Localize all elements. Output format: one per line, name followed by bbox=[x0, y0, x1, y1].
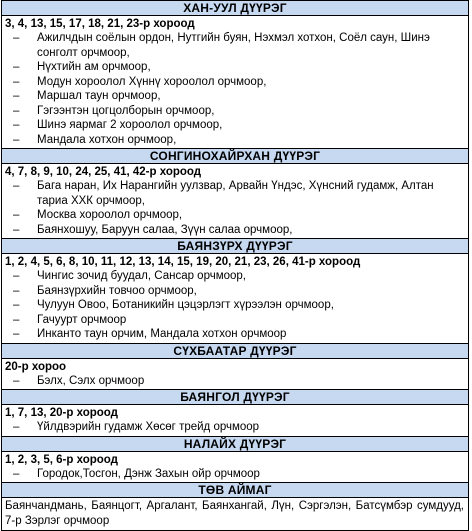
location-item: – Инканто таун орчим, Мандала хотхон орчмоор bbox=[5, 327, 464, 342]
location-item: – Городок,Тосгон, Дэнж Захын ойр орчмоор bbox=[5, 467, 464, 482]
aimag-sum-list: Баянчандмань, Баянцогт, Аргалант, Баянхангай, Лүн, Сэргэлэн, Батсүмбэр сумдууд, 7-р Зэрлэг орчмоор bbox=[5, 500, 464, 527]
aimag-header-row bbox=[2, 483, 469, 498]
district-header-row bbox=[2, 239, 469, 254]
district-body-row bbox=[2, 16, 469, 149]
district-body-cell bbox=[2, 358, 469, 390]
district-title: БАЯНЗҮРХ ДҮҮРЭГ bbox=[2, 239, 469, 254]
khoroo-list: 20-р хороо bbox=[5, 360, 67, 373]
district-title: СОНГИНОХАЙРХАН ДҮҮРЭГ bbox=[2, 149, 469, 164]
location-item: – Баянзүрхийн товчоо орчмоор, bbox=[5, 284, 464, 299]
location-list bbox=[5, 31, 464, 147]
district-table-body bbox=[2, 1, 469, 531]
district-body-row bbox=[2, 358, 469, 390]
district-header-row bbox=[2, 343, 469, 358]
district-title: БАЯНГОЛ ДҮҮРЭГ bbox=[2, 390, 469, 405]
location-list bbox=[5, 467, 464, 482]
location-list bbox=[5, 179, 464, 237]
district-body-row bbox=[2, 451, 469, 483]
district-header-row bbox=[2, 436, 469, 451]
location-list bbox=[5, 269, 464, 342]
location-item: – Баянхошуу, Баруун салаа, Зүүн салаа орчмоор, bbox=[5, 223, 464, 238]
location-item: – Гэгээнтэн цогцолборын орчмоор, bbox=[5, 104, 464, 119]
location-item: – Шинэ яармаг 2 хороолол орчмоор, bbox=[5, 118, 464, 133]
district-table bbox=[1, 0, 469, 531]
location-list bbox=[5, 420, 464, 435]
district-body-row bbox=[2, 254, 469, 344]
district-body-cell bbox=[2, 164, 469, 239]
location-item: – Ажилчдын соёлын ордон, Нутгийн буян, Нэхмэл хотхон, Соёл саун, Шинэ сонголт орчмоор, bbox=[5, 31, 464, 60]
district-title: СҮХБААТАР ДҮҮРЭГ bbox=[2, 343, 469, 358]
district-header-row bbox=[2, 390, 469, 405]
location-item: – Чулуун Овоо, Ботаникийн цэцэрлэгт хүрээлэн орчмоор, bbox=[5, 298, 464, 313]
district-body-cell bbox=[2, 405, 469, 437]
district-body-cell bbox=[2, 254, 469, 344]
location-item: – Маршал таун орчмоор, bbox=[5, 89, 464, 104]
district-body-cell bbox=[2, 451, 469, 483]
district-title: НАЛАЙХ ДҮҮРЭГ bbox=[2, 436, 469, 451]
district-title: ХАН-УУЛ ДҮҮРЭГ bbox=[2, 1, 469, 16]
khoroo-list: 4, 7, 8, 9, 10, 24, 25, 41, 42-р хороод bbox=[5, 166, 202, 178]
location-item: – Гачуурт орчмоор bbox=[5, 313, 464, 328]
location-item: – Мандала хотхон орчмоор, bbox=[5, 133, 464, 148]
aimag-body-cell bbox=[2, 498, 469, 531]
khoroo-list: 1, 2, 3, 5, 6-р хороод bbox=[5, 453, 118, 466]
location-item: – Нүхтийн ам орчмоор, bbox=[5, 60, 464, 75]
district-body-row bbox=[2, 405, 469, 437]
khoroo-list: 1, 2, 4, 5, 6, 8, 10, 11, 12, 13, 14, 15, 19, 20, 21, 23, 26, 41-р хороод bbox=[5, 256, 361, 268]
location-item: – Бага наран, Их Нарангийн уулзвар, Арвайн Үндэс, Хүнсний гудамж, Алтан тариа ХХК орчмоор, bbox=[5, 179, 464, 208]
khoroo-list: 3, 4, 13, 15, 17, 18, 21, 23-р хороод bbox=[5, 18, 195, 30]
district-body-row bbox=[2, 164, 469, 239]
location-item: – Чингис зочид буудал, Сансар орчмоор, bbox=[5, 269, 464, 284]
location-item: – Модун хороолол Хүннү хороолол орчмоор, bbox=[5, 75, 464, 90]
location-item: – Бэлх, Сэлх орчмоор bbox=[5, 374, 464, 389]
location-item: – Москва хороолол орчмоор, bbox=[5, 208, 464, 223]
location-list bbox=[5, 374, 464, 389]
district-body-cell bbox=[2, 16, 469, 149]
district-header-row bbox=[2, 149, 469, 164]
aimag-title: ТӨВ АЙМАГ bbox=[2, 483, 469, 498]
location-item: – Үйлдвэрийн гудамж Хөсөг трейд орчмоор bbox=[5, 420, 464, 435]
khoroo-list: 1, 7, 13, 20-р хороод bbox=[5, 407, 118, 419]
aimag-body-row bbox=[2, 498, 469, 531]
district-header-row bbox=[2, 1, 469, 16]
